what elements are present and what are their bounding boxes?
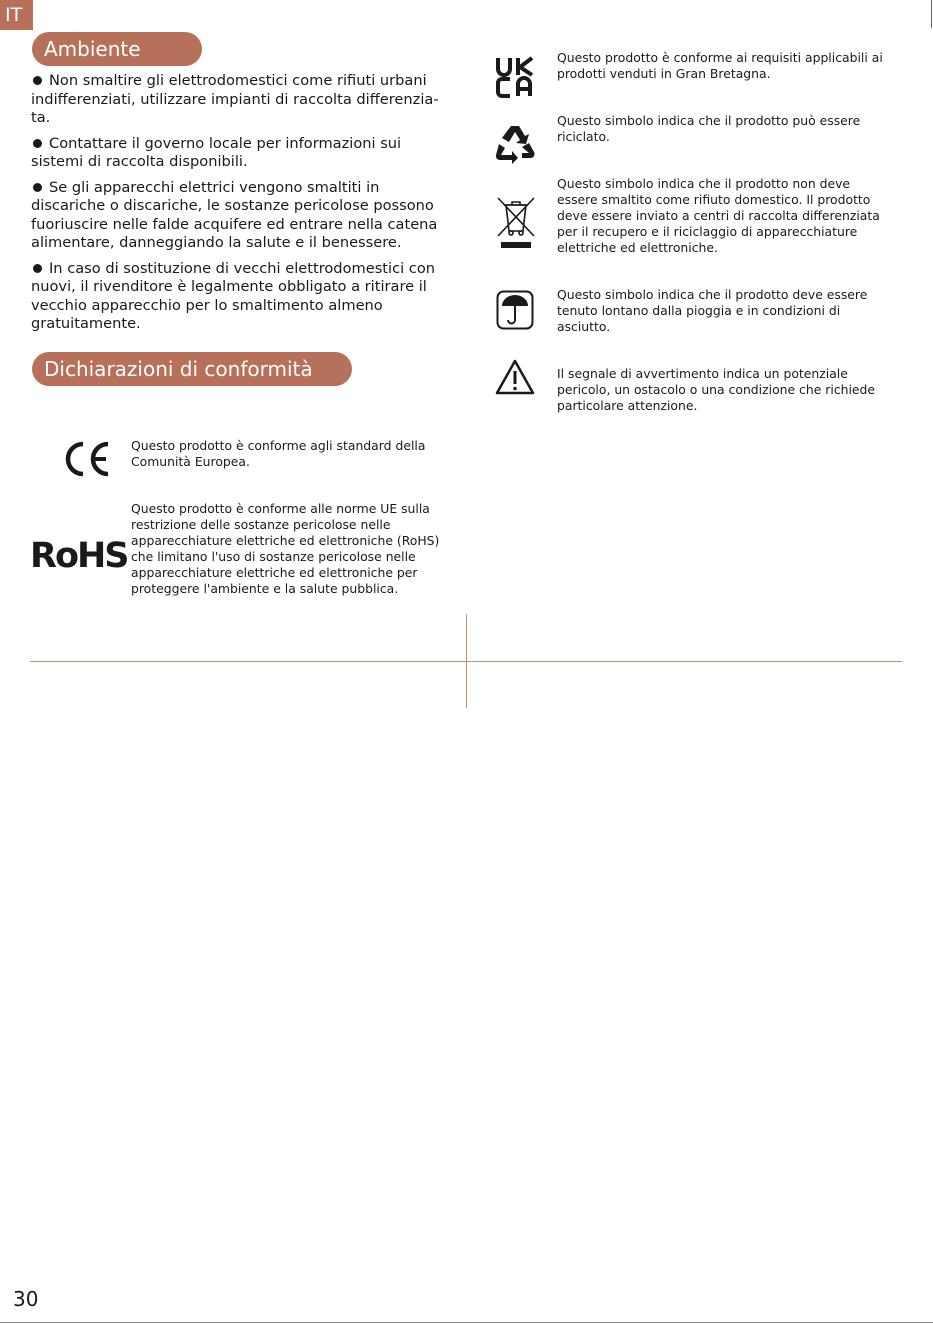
top-right-edge-line (931, 0, 932, 28)
recycle-description: Questo simbolo indica che il prodotto può essere riciclato. (557, 113, 861, 144)
ukca-description: Questo prodotto è conforme ai requisiti applicabili ai prodotti venduti in Gran Bretagna. (557, 50, 883, 81)
rohs-logo-icon: RoHS (30, 536, 128, 576)
list-item (31, 135, 441, 172)
list-item (31, 260, 441, 334)
keep-dry-description: Questo simbolo indica che il prodotto deve essere tenuto lontano dalla pioggia e in condizioni di asciutto. (557, 287, 868, 334)
weee-description: Questo simbolo indica che il prodotto non deve essere smaltito come rifiuto domestico. Il prodotto deve essere inviato a centri di raccolta differenziata per il recupero e il riciclaggio di apparecchiature elettriche ed elettroniche. (557, 176, 880, 255)
ce-description: Questo prodotto è conforme agli standard della Comunità Europea. (131, 438, 426, 469)
weee-crossed-bin-icon (496, 196, 536, 252)
warning-triangle-icon (495, 358, 535, 396)
list-item (31, 72, 441, 128)
bullet-icon (33, 139, 42, 148)
list-item-text: Non smaltire gli elettrodomestici come rifiuti urbani indifferenziati, utilizzare impianti di raccolta differenzia- ta. (31, 72, 439, 126)
section-title-ambiente: Ambiente (32, 32, 202, 66)
bullet-icon (33, 76, 42, 85)
list-item-text: Contattare il governo locale per informazioni sui sistemi di raccolta disponibili. (31, 134, 402, 170)
list-item-text: Se gli apparecchi elettrici vengono smaltiti in discariche o discariche, le sostanze pericolose possono fuoriuscire nelle falde acquifere ed entrare nella catena alimentare, danneggiando la salute e il benessere. (31, 178, 438, 251)
bullet-icon (33, 183, 42, 192)
page-number: 30 (13, 1287, 39, 1311)
bottom-edge-line (0, 1322, 933, 1323)
recycle-icon (494, 122, 536, 164)
section-title-conformita: Dichiarazioni di conformità (32, 352, 352, 386)
warning-description: Il segnale di avvertimento indica un potenziale pericolo, un ostacolo o una condizione che richiede particolare attenzione. (557, 366, 876, 413)
horizontal-divider (30, 661, 902, 662)
environment-list (31, 72, 441, 341)
list-item-text: In caso di sostituzione di vecchi elettrodomestici con nuovi, il rivenditore è legalmente obbligato a ritirare il vecchio apparecchio per lo smaltimento almeno gratuitamente. (31, 259, 435, 332)
ukca-mark-icon (494, 56, 536, 98)
list-item (31, 179, 441, 253)
language-tab: IT (0, 0, 33, 30)
bullet-icon (33, 264, 42, 273)
ce-mark-icon (64, 440, 112, 478)
rohs-description: Questo prodotto è conforme alle norme UE sulla restrizione delle sostanze pericolose nelle apparecchiature elettriche ed elettroniche (RoHS) che limitano l'uso di sostanze pericolose nelle apparecchiature elettriche ed elettroniche per proteggere l'ambiente e la salute pubblica. (131, 501, 440, 596)
keep-dry-umbrella-icon (496, 290, 534, 330)
